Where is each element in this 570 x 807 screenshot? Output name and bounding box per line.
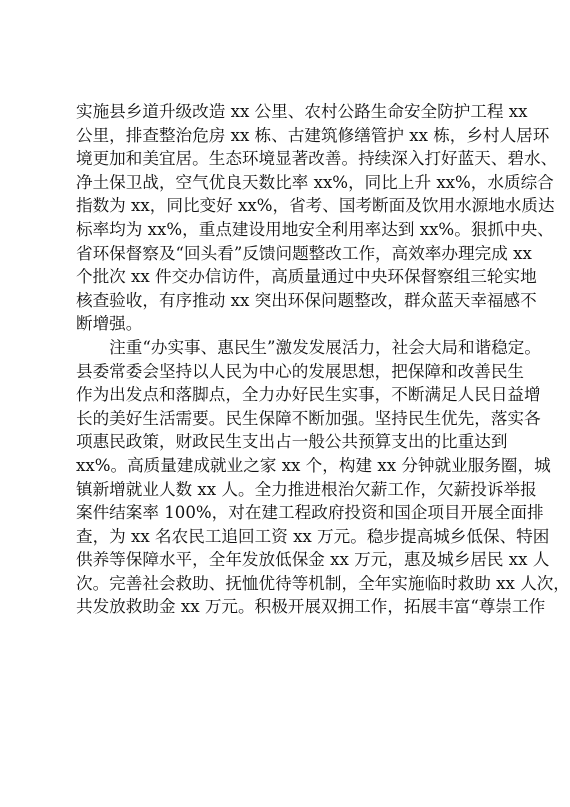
text-line: 案件结案率 100%，对在建工程政府投资和国企项目开展全面排 <box>76 503 544 523</box>
text-line: 标率均为 xx%，重点建设用地安全利用率达到 xx%。狠抓中央、 <box>76 219 554 239</box>
text-line: 断增强。 <box>76 314 143 334</box>
text-line: 指数为 xx，同比变好 xx%，省考、国考断面及饮用水源地水质达 <box>76 196 555 216</box>
text-line: 境更加和美宜居。生态环境显著改善。持续深入打好蓝天、碧水、 <box>76 149 558 169</box>
text-line: 注重“办实事、惠民生”激发发展活力，社会大局和谐稳定。 <box>76 337 541 357</box>
text-line: 项惠民政策，财政民生支出占一般公共预算支出的比重达到 <box>76 432 508 452</box>
text-line: 查，为 xx 名农民工追回工资 xx 万元。稳步提高城乡低保、特困 <box>76 526 550 546</box>
text-line: 县委常委会坚持以人民为中心的发展思想，把保障和改善民生 <box>76 361 525 381</box>
text-line: 公里，排查整治危房 xx 栋、古建筑修缮管护 xx 栋，乡村人居环 <box>76 125 550 145</box>
text-line: 个批次 xx 件交办信访件，高质量通过中央环保督察组三轮实地 <box>76 267 537 287</box>
text-line: 核查验收，有序推动 xx 突出环保问题整改，群众蓝天幸福感不 <box>76 290 537 310</box>
text-line: 省环保督察及“回头看”反馈问题整改工作，高效率办理完成 xx <box>76 243 532 263</box>
text-line: 镇新增就业人数 xx 人。全力推进根治欠薪工作，欠薪投诉举报 <box>76 479 537 499</box>
text-line: 实施县乡道升级改造 xx 公里、农村公路生命安全防护工程 xx <box>76 102 528 121</box>
text-line: 共发放救助金 xx 万元。积极开展双拥工作，拓展丰富“尊崇工作 <box>76 597 546 617</box>
text-line: xx%。高质量建成就业之家 xx 个，构建 xx 分钟就业服务圈，城 <box>76 455 551 475</box>
text-line: 长的美好生活需要。民生保障不断加强。坚持民生优先，落实各 <box>76 408 541 428</box>
text-line: 次。完善社会救助、抚恤优待等机制，全年实施临时救助 xx 人次， <box>76 573 570 593</box>
text-line: 供养等保障水平，全年发放低保金 xx 万元，惠及城乡居民 xx 人 <box>76 550 550 570</box>
text-line: 作为出发点和落脚点，全力办好民生实事，不断满足人民日益增 <box>76 385 541 405</box>
text-line: 净土保卫战，空气优良天数比率 xx%，同比上升 xx%，水质综合 <box>76 172 554 192</box>
body-text <box>76 100 570 619</box>
